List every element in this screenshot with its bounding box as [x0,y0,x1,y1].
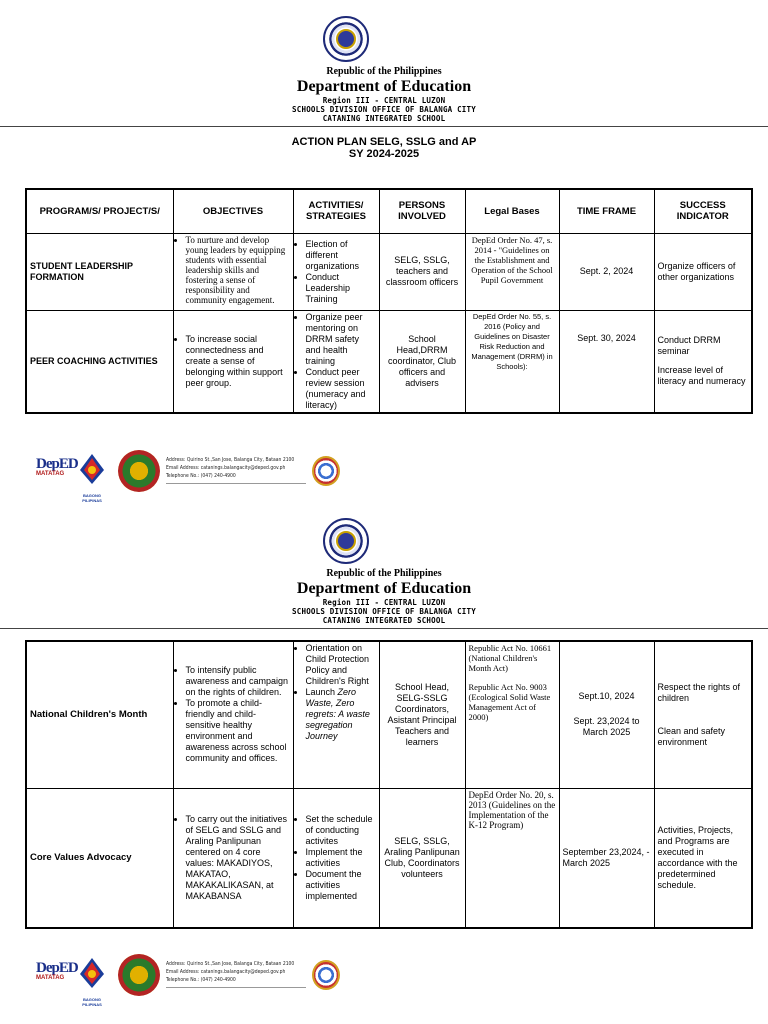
legal-cell: DepEd Order No. 47, s. 2014 - "Guidelines on the Establishment and Operation of the School Pupil Government [465,233,559,310]
action-plan-table-2 [25,640,753,929]
legal-cell: DepEd Order No. 55, s. 2016 (Policy and Guidelines on Disaster Risk Reduction and Management (DRRM) in Schools): [465,310,559,413]
objective-item: • To intensify public awareness and campaign on the rights of children. [186,665,290,698]
letterhead [0,66,768,123]
letterhead [0,568,768,625]
contact-block [166,456,294,480]
program-cell: National Children's Month [26,641,173,788]
bagong-pilipinas-text: BAGONG PILIPINAS [82,997,102,1007]
legal-item: Republic Act No. 9003 (Ecological Solid Waste Management Act of 2000) [468,682,551,722]
success-cell: Organize officers of other organizations [654,233,752,310]
bagong-pilipinas-logo [78,956,106,1007]
objectives-cell [173,641,293,788]
footer-2 [36,954,356,1007]
col-program: PROGRAM/S/ PROJECT/S/ [26,189,173,233]
activity-item: • Document the activities implemented [306,869,376,902]
activity-item [306,687,376,742]
activity-prefix: Launch [305,687,338,697]
persons-cell: SELG, SSLG, teachers and classroom officers [379,233,465,310]
telephone-text: Telephone No.: (047) 240-4900 [166,473,236,479]
quality-logo [312,456,340,486]
deped-matatag-logo [36,960,78,996]
department-label: Department of Education [296,580,472,597]
plan-title [0,136,768,160]
footer-1 [36,450,356,503]
col-activities: ACTIVITIES/ STRATEGIES [293,189,379,233]
persons-cell: SELG, SSLG, Araling Panlipunan Club, Coordinators volunteers [379,788,465,928]
contact-divider [166,483,306,484]
deped-logo-text: DepED [36,456,78,472]
objective-item: • To promote a child-friendly and child-sensitive healthy environment and awareness across school community and offices. [186,698,290,764]
table-header-row [26,189,752,233]
time-item: Sept.10, 2024 [578,691,635,702]
success-item: Clean and safety environment [657,725,726,747]
persons-cell: School Head,DRRM coordinator, Club officers and advisers [379,310,465,413]
page-1 [0,0,768,430]
objective-item: • To nurture and develop young leaders by equipping students with essential leadership skills and fostering a sense of responsibility and community engagement. [186,235,290,305]
time-item: Sept. 23,2024 to March 2025 [573,716,640,738]
activity-item: • Orientation on Child Protection Policy and Children's Right [306,643,376,687]
school-seal-logo [118,954,160,996]
email-text: Email Address: catanings.balangacity@deped.gov.ph [166,969,286,975]
activities-cell [293,641,379,788]
legal-cell [465,641,559,788]
page-2 [0,518,768,938]
persons-cell: School Head, SELG-SSLG Coordinators, Asistant Principal Teachers and learners [379,641,465,788]
bagong-pilipinas-text: BAGONG PILIPINAS [82,493,102,503]
school-label: CATANING INTEGRATED SCHOOL [322,616,446,625]
objective-item: • To increase social connectedness and create a sense of belonging within support peer group. [186,334,290,389]
plan-title-text: ACTION PLAN SELG, SSLG and AP [291,136,477,148]
objectives-cell [173,310,293,413]
objective-item: • To carry out the initiatives of SELG and SSLG and Araling Panlipunan centered on 4 core values: MAKADIYOS, MAKATAO, MAKAKALIKASAN, at MAKABANSA [186,814,290,902]
deped-seal-icon [323,16,369,62]
action-plan-table-1 [25,188,753,414]
time-cell: Sept. 30, 2024 [559,310,654,413]
quality-logo [312,960,340,990]
program-cell: Core Values Advocacy [26,788,173,928]
telephone-text: Telephone No.: (047) 240-4900 [166,977,236,983]
activity-item: • Election of different organizations [306,239,376,272]
division-label: SCHOOLS DIVISION OFFICE OF BALANGA CITY [292,105,476,114]
activity-item: • Conduct Leadership Training [306,272,376,305]
col-legal: Legal Bases [465,189,559,233]
address-text: Address: Quirino St.,San Jose, Balanga City, Bataan 2100 [166,961,295,967]
bagong-pilipinas-logo [78,452,106,503]
time-cell [559,641,654,788]
col-success: SUCCESS INDICATOR [654,189,752,233]
time-cell: Sept. 2, 2024 [559,233,654,310]
program-cell: PEER COACHING ACTIVITIES [26,310,173,413]
matatag-text: MATATAG [36,471,65,477]
deped-matatag-logo [36,456,78,492]
col-objectives: OBJECTIVES [173,189,293,233]
time-cell: September 23,2024, - March 2025 [559,788,654,928]
table-row [26,310,752,413]
activity-item: • Conduct peer review session (numeracy and literacy) [306,367,376,411]
activity-item: • Implement the activities [306,847,376,869]
department-label: Department of Education [296,78,472,95]
col-persons: PERSONS INVOLVED [379,189,465,233]
col-time: TIME FRAME [559,189,654,233]
republic-label: Republic of the Philippines [326,66,442,77]
activity-italic: Zero Waste, Zero regrets: A waste segregation Journey [305,687,370,741]
activity-item: • Organize peer mentoring on DRRM safety and health training [306,312,376,367]
contact-divider [166,987,306,988]
objectives-cell [173,788,293,928]
school-label: CATANING INTEGRATED SCHOOL [322,114,446,123]
division-label: SCHOOLS DIVISION OFFICE OF BALANGA CITY [292,607,476,616]
activities-cell [293,233,379,310]
success-cell [654,310,752,413]
program-cell: STUDENT LEADERSHIP FORMATION [26,233,173,310]
school-seal-logo [118,450,160,492]
deped-seal-icon [323,518,369,564]
table-row [26,788,752,928]
success-cell [654,641,752,788]
activities-cell [293,788,379,928]
contact-block [166,960,294,984]
region-label: Region III - CENTRAL LUZON [322,598,446,607]
header-divider [0,126,768,127]
region-label: Region III - CENTRAL LUZON [322,96,446,105]
legal-cell: DepEd Order No. 20, s. 2013 (Guidelines on the Implementation of the K-12 Program) [465,788,559,928]
email-text: Email Address: catanings.balangacity@deped.gov.ph [166,465,286,471]
success-item: Conduct DRRM seminar [657,335,721,357]
activities-cell [293,310,379,413]
legal-item: Republic Act No. 10661 (National Children's Month Act) [468,643,552,673]
republic-label: Republic of the Philippines [326,568,442,579]
success-cell: Activities, Projects, and Programs are executed in accordance with the predetermined schedule. [654,788,752,928]
table-row [26,233,752,310]
address-text: Address: Quirino St.,San Jose, Balanga City, Bataan 2100 [166,457,295,463]
deped-logo-text: DepED [36,960,78,976]
plan-sy-text: SY 2024-2025 [348,148,420,160]
success-item: Respect the rights of children [657,681,741,703]
success-item: Increase level of literacy and numeracy [657,365,746,387]
objectives-cell [173,233,293,310]
matatag-text: MATATAG [36,975,65,981]
table-row [26,641,752,788]
header-divider [0,628,768,629]
activity-item: • Set the schedule of conducting activites [306,814,376,847]
